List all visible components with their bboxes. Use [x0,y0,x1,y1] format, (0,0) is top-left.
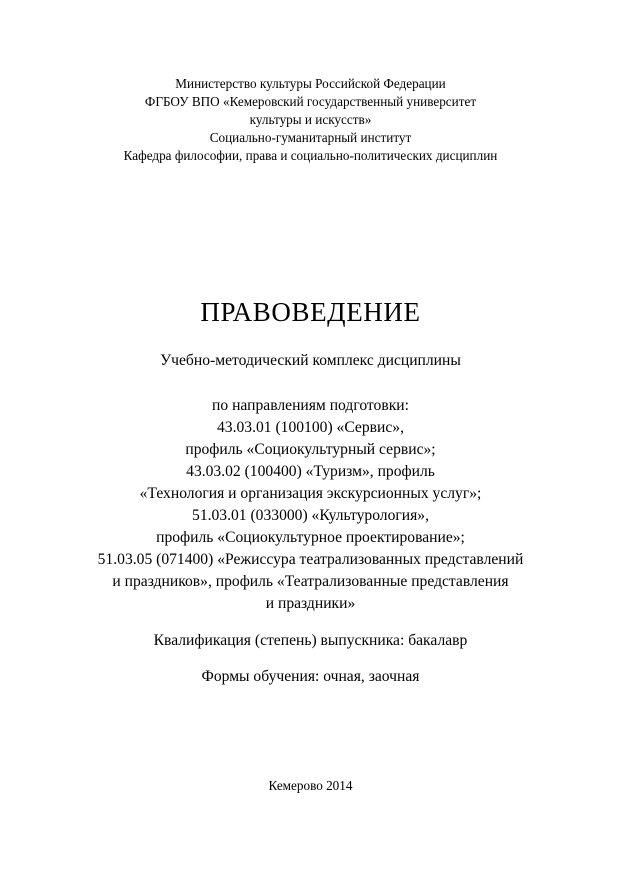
directions-line: 51.03.01 (033000) «Культурология», [192,507,429,524]
document-title: ПРАВОВЕДЕНИЕ [200,297,421,327]
header-line-university-cont: культуры и искусств» [249,112,372,127]
directions-line: по направлениям подготовки: [212,397,409,414]
city-year-footer: Кемерово 2014 [268,778,353,793]
header-line-ministry: Министерство культуры Российской Федерации [175,76,446,91]
document-subtitle: Учебно-методический комплекс дисциплины [160,352,461,369]
directions-line: профиль «Социокультурный сервис»; [185,441,436,458]
study-forms-text: Формы обучения: очная, заочная [201,668,420,685]
directions-line: и праздники» [265,595,356,612]
directions-line: и праздников», профиль «Театрализованные представления [112,573,509,590]
directions-line: профиль «Социокультурное проектирование»; [156,529,465,546]
directions-line: 43.03.02 (100400) «Туризм», профиль [186,463,435,480]
header-line-institute: Социально-гуманитарный институт [209,130,412,145]
qualification-text: Квалификация (степень) выпускника: бакалавр [153,632,468,649]
directions-line: «Технология и организация экскурсионных услуг»; [139,485,482,502]
directions-line: 43.03.01 (100100) «Сервис», [217,419,404,436]
directions-line: 51.03.05 (071400) «Режиссура театрализованных представлений [97,551,524,568]
header-line-university: ФГБОУ ВПО «Кемеровский государственный университет [144,94,477,109]
header-line-department: Кафедра философии, права и социально-политических дисциплин [123,148,498,163]
